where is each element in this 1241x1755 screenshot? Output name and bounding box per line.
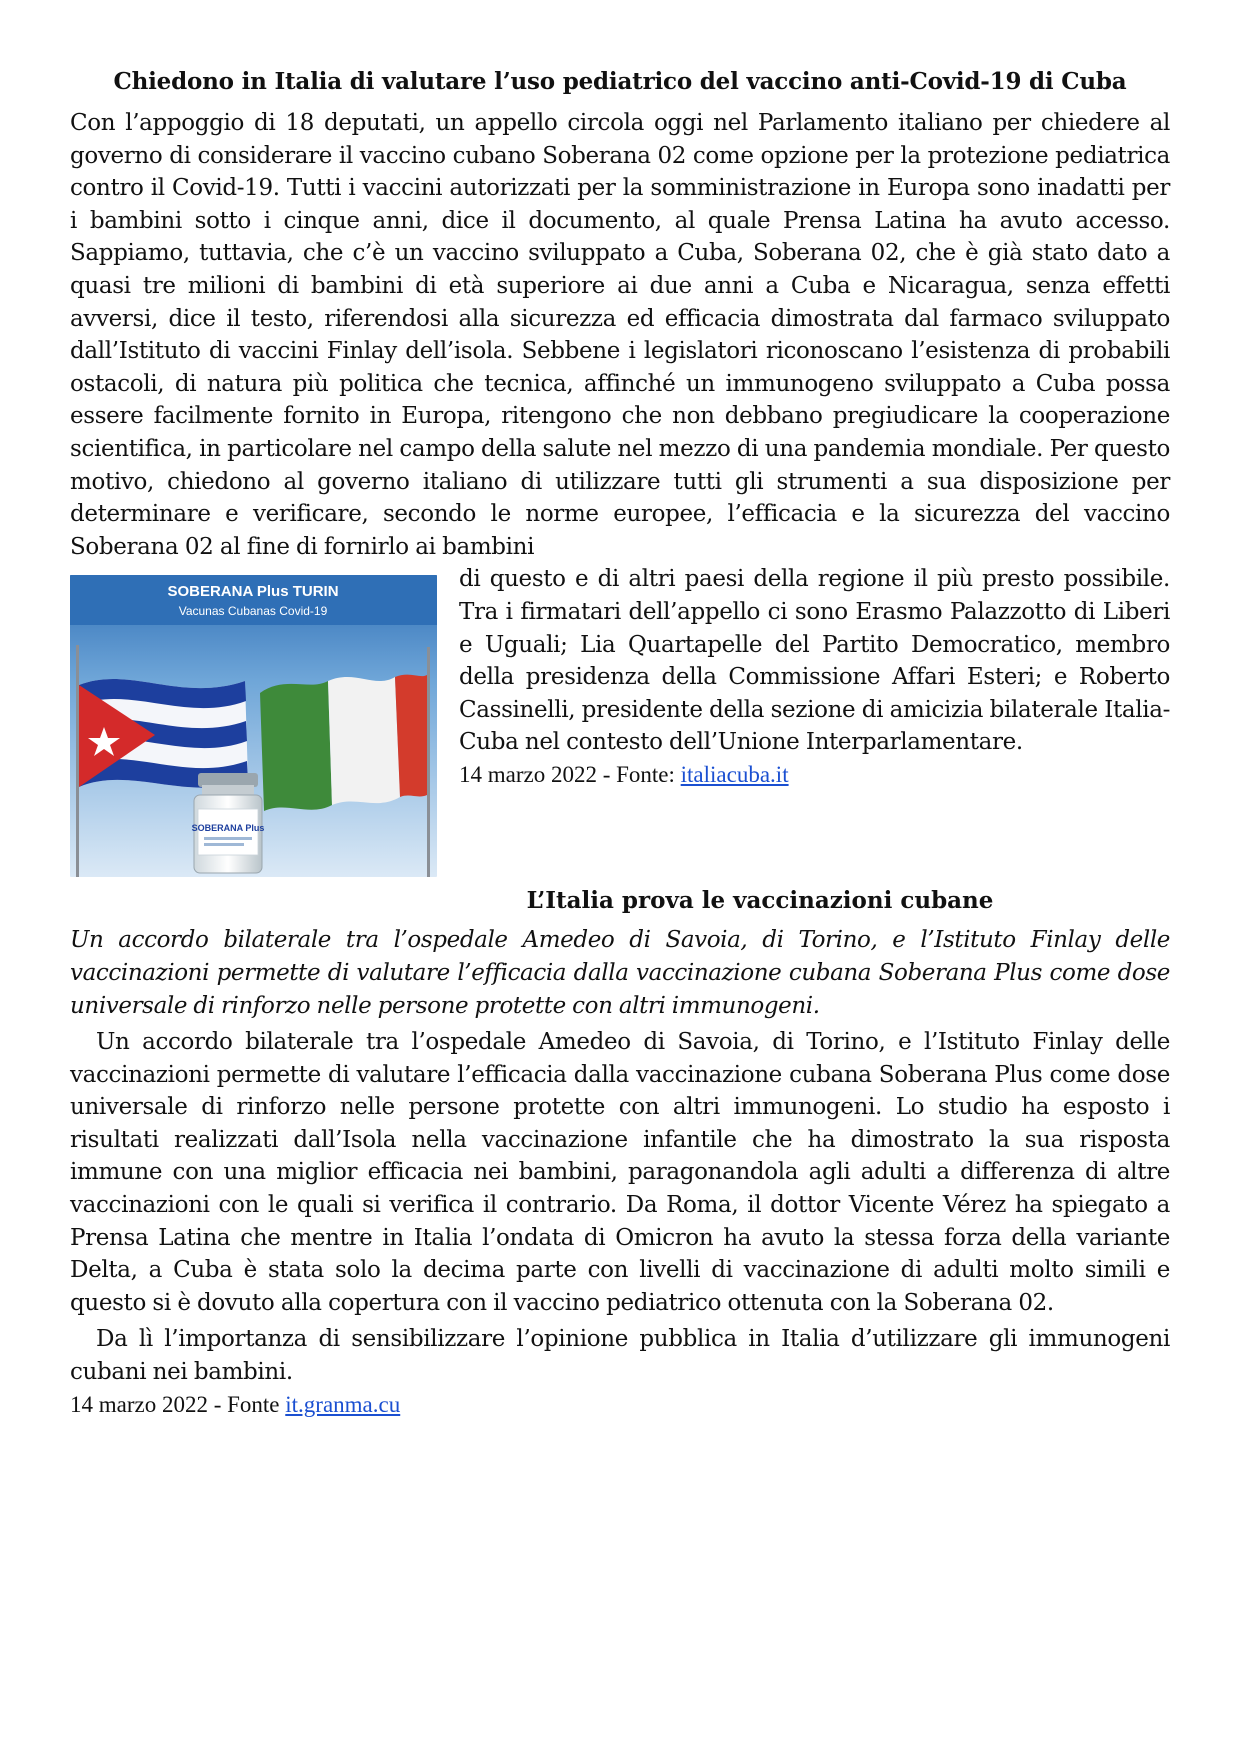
vial-label: SOBERANA Plus: [191, 823, 265, 834]
article1-source-prefix: 14 marzo 2022 - Fonte:: [459, 761, 681, 787]
article1-body-part1: Con l’appoggio di 18 deputati, un appello circola oggi nel Parlamento italiano per chiedere al governo di considerare il vaccino cubano Soberana 02 come opzione per la protezione pediatrica contro il Covid-19. Tutti i vaccini autorizzati per la somministrazione in Europa sono inadatti per i bambini sotto i cinque anni, dice il documento, al quale Prensa Latina ha avuto accesso. Sappiamo, tuttavia, che c’è un vaccino sviluppato a Cuba, Soberana 02, che è già stato dato a quasi tre milioni di bambini di età superiore ai due anni a Cuba e Nicaragua, senza effetti avversi, dice il testo, riferendosi alla sicurezza ed efficacia dimostrata dal farmaco sviluppato dall’Istituto di vaccini Finlay dell’isola. Sebbene i legislatori riconoscano l’esistenza di probabili ostacoli, di natura più politica che tecnica, affinché un immunogeno sviluppato a Cuba possa essere facilmente fornito in Europa, ritengono che non debbano pregiudicare la cooperazione scientifica, in particolare nel campo della salute nel mezzo di una pandemia mondiale. Per questo motivo, chiedono al governo italiano di utilizzare tutti gli strumenti a sua disposizione per determinare e verificare, secondo le norme europee, l’efficacia e la sicurezza del vaccino Soberana 02 al fine di fornirlo ai bambini: [70, 110, 1170, 560]
article1-image: [70, 575, 437, 877]
page: [70, 68, 1170, 1421]
article2-paragraph1: Un accordo bilaterale tra l’ospedale Amedeo di Savoia, di Torino, e l’Istituto Finlay delle vaccinazioni permette di valutare l’efficacia dalla vaccinazione cubana Soberana Plus come dose universale di rinforzo nelle persone protette con altri immunogeni. Lo studio ha esposto i risultati realizzati dall’Isola nella vaccinazione infantile che ha dimostrato la sua risposta immune con una miglior efficacia nei bambini, paragonandola agli adulti a differenza di altre vaccinazioni con le quali si verifica il contrario. Da Roma, il dottor Vicente Vérez ha spiegato a Prensa Latina che mentre in Italia l’ondata di Omicron ha avuto la stessa forza della variante Delta, a Cuba è stata solo la decima parte con livelli di vaccinazione di adulti molto simili e questo si è dovuto alla copertura con il vaccino pediatrico ottenuta con la Soberana 02.: [70, 1029, 1170, 1316]
soberana-flags-illustration: [70, 575, 437, 877]
flag-pole-left: [76, 645, 79, 877]
article1-title: Chiedono in Italia di valutare l’uso pediatrico del vaccino anti-Covid-19 di Cuba: [113, 68, 1127, 95]
cuba-flag: [79, 679, 248, 788]
flag-pole-right: [427, 647, 430, 877]
banner-subtitle: Vacunas Cubanas Covid-19: [178, 604, 328, 619]
article2-paragraph2: Da lì l’importanza di sensibilizzare l’opinione pubblica in Italia d’utilizzare gli immunogeni cubani nei bambini.: [70, 1326, 1170, 1386]
vaccine-vial: [192, 773, 265, 873]
article2-title: L’Italia prova le vaccinazioni cubane: [526, 887, 994, 915]
article2-source: [70, 1389, 1170, 1422]
article2-source-prefix: 14 marzo 2022 - Fonte: [70, 1391, 286, 1417]
article2-lead: Un accordo bilaterale tra l’ospedale Amedeo di Savoia, di Torino, e l’Istituto Finlay delle vaccinazioni permette di valutare l’efficacia dalla vaccinazione cubana Soberana Plus come dose universale di rinforzo nelle persone protette con altri immunogeni.: [70, 927, 1170, 1019]
banner-title: SOBERANA Plus TURIN: [167, 583, 339, 601]
article1-body-part2: di questo e di altri paesi della regione il più presto possibile. Tra i firmatari dell’appello ci sono Erasmo Palazzotto di Liberi e Uguali; Lia Quartapelle del Partito Democratico, membro della presidenza della Commissione Affari Esteri; e Roberto Cassinelli, presidente della sezione di amicizia bilaterale Italia-Cuba nel contesto dell’Unione Interparlamentare.: [459, 566, 1171, 756]
italy-flag: [260, 675, 427, 811]
article2-source-link[interactable]: it.granma.cu: [285, 1391, 401, 1417]
article1-source-link[interactable]: italiacuba.it: [680, 761, 789, 787]
